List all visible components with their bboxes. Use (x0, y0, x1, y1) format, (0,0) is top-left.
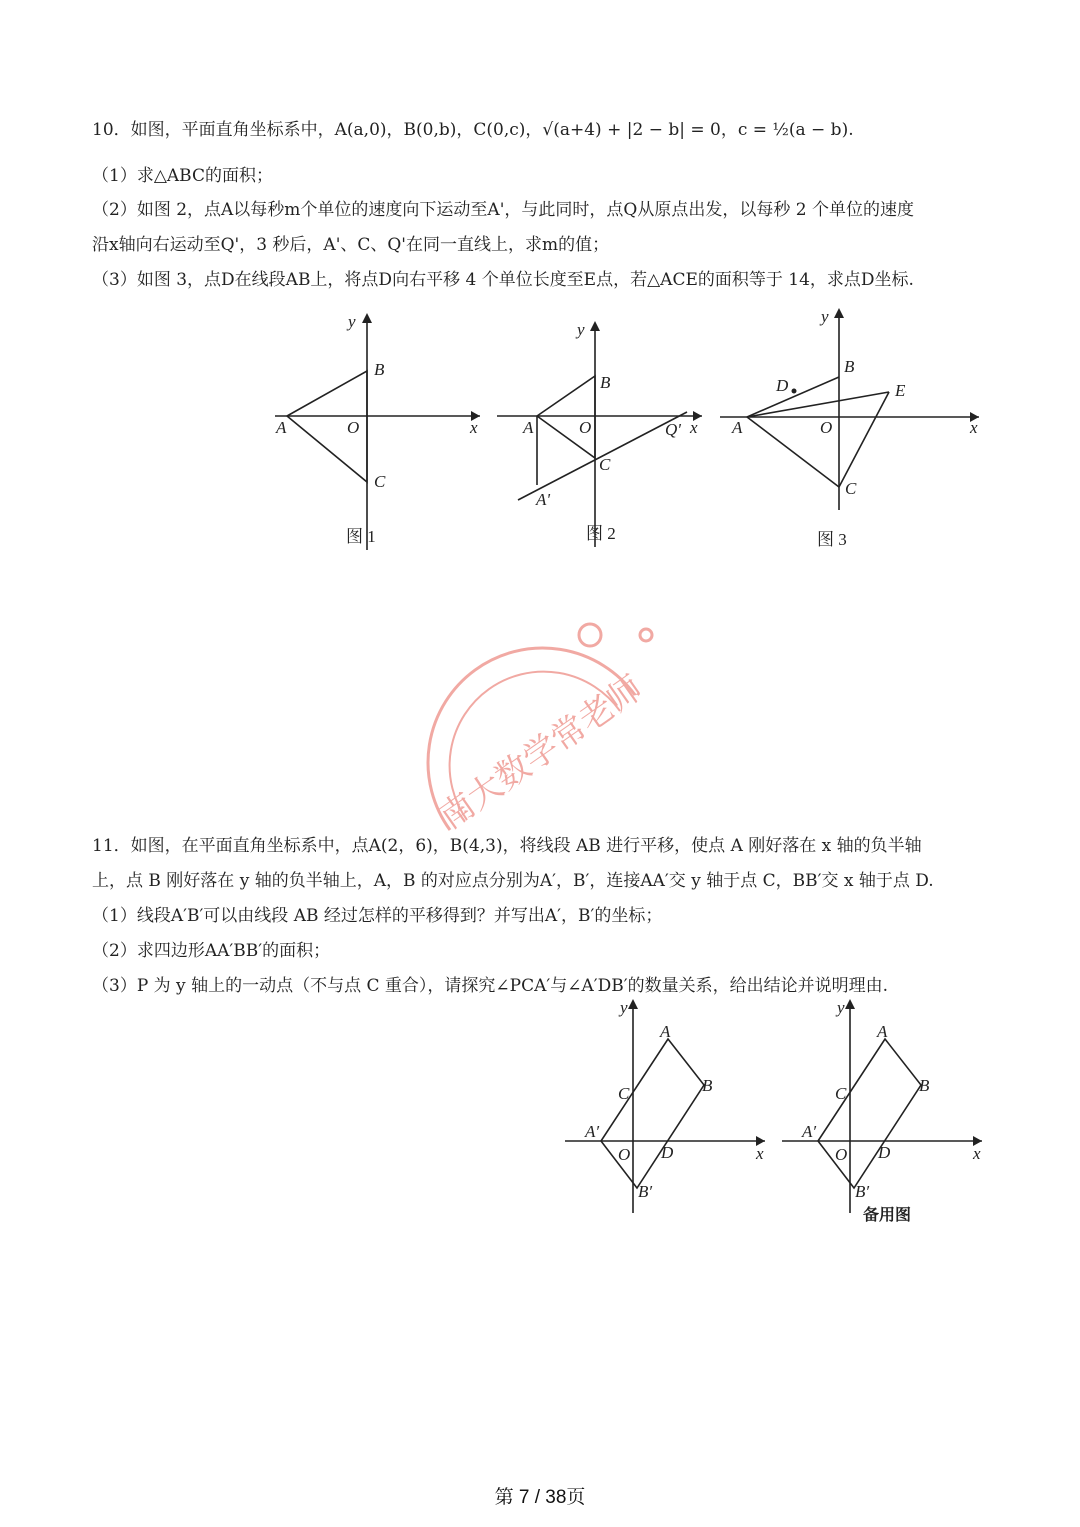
q10-part2-line2: 沿x轴向右运动至Q'，3 秒后，A'、C、Q'在同一直线上，求m的值； (92, 235, 610, 255)
svg-text:A: A (660, 1022, 671, 1041)
svg-text:B: B (374, 360, 385, 379)
svg-text:C: C (618, 1084, 630, 1103)
svg-text:x: x (756, 1144, 764, 1163)
svg-text:C: C (845, 479, 857, 498)
svg-text:D: D (878, 1143, 891, 1162)
svg-text:A: A (732, 418, 743, 437)
svg-text:y: y (577, 320, 585, 339)
q10-part2-line1: （2）如图 2，点A以每秒m个单位的速度向下运动至A'，与此同时，点Q从原点出发，以每秒 2 个单位的速度 (92, 200, 914, 220)
q11-stem-line2: 上，点 B 刚好落在 y 轴的负半轴上，A，B 的对应点分别为A′，B′，连接AA′交 y 轴于点 C，BB′交 x 轴于点 D. (92, 871, 934, 891)
svg-text:x: x (690, 418, 698, 437)
svg-text:A: A (523, 418, 534, 437)
svg-text:x: x (970, 418, 978, 437)
svg-text:x: x (973, 1144, 981, 1163)
figure-4 (560, 995, 775, 1220)
svg-text:A': A' (536, 490, 551, 509)
svg-text:x: x (470, 418, 478, 437)
q11-part3: （3）P 为 y 轴上的一动点（不与点 C 重合），请探究∠PCA′与∠A′DB′的数量关系，给出结论并说明理由. (92, 976, 888, 996)
figure-2-caption: 图 2 (586, 524, 616, 543)
figure-2 (492, 315, 712, 555)
q10-part3: （3）如图 3，点D在线段AB上，将点D向右平移 4 个单位长度至E点，若△ACE的面积等于 14，求点D坐标. (92, 270, 914, 290)
q11-part2: （2）求四边形AA′BB′的面积； (92, 941, 331, 961)
svg-text:y: y (821, 307, 829, 326)
svg-text:y: y (837, 998, 845, 1017)
svg-text:D: D (776, 376, 789, 395)
watermark-stamp (405, 615, 685, 855)
svg-text:O: O (347, 418, 360, 437)
svg-text:y: y (348, 312, 356, 331)
svg-text:A′: A′ (585, 1122, 600, 1141)
stamp-text: 南大数学常老师 (432, 668, 651, 838)
svg-text:B′: B′ (638, 1182, 653, 1201)
q10-part1: （1）求△ABC的面积； (92, 166, 273, 186)
svg-text:B: B (702, 1076, 713, 1095)
svg-text:B: B (600, 373, 611, 392)
svg-text:B′: B′ (855, 1182, 870, 1201)
svg-text:B: B (919, 1076, 930, 1095)
svg-text:y: y (620, 998, 628, 1017)
svg-text:C: C (835, 1084, 847, 1103)
svg-text:O: O (618, 1145, 631, 1164)
svg-text:C: C (374, 472, 386, 491)
figure-5-spare (777, 995, 992, 1227)
svg-text:O: O (835, 1145, 848, 1164)
svg-text:D: D (661, 1143, 674, 1162)
figure-1-caption: 图 1 (346, 527, 376, 546)
svg-text:A: A (276, 418, 287, 437)
svg-text:B: B (844, 357, 855, 376)
svg-text:C: C (599, 455, 611, 474)
svg-text:A: A (877, 1022, 888, 1041)
figure-3-caption: 图 3 (817, 530, 847, 549)
svg-text:O: O (579, 418, 592, 437)
svg-text:O: O (820, 418, 833, 437)
page-number: 第 7 / 38页 (494, 1487, 586, 1508)
svg-text:A′: A′ (802, 1122, 817, 1141)
figure-3 (717, 300, 987, 555)
q11-part1: （1）线段A′B′可以由线段 AB 经过怎样的平移得到？并写出A′，B′的坐标； (92, 906, 663, 926)
svg-text:E: E (895, 381, 906, 400)
figure-1 (270, 305, 490, 555)
svg-text:Q': Q' (665, 420, 681, 439)
q11-stem-line1: 11．如图，在平面直角坐标系中，点A(2，6)，B(4,3)，将线段 AB 进行平移，使点 A 刚好落在 x 轴的负半轴 (92, 836, 922, 856)
figure-5-caption: 备用图 (863, 1205, 912, 1224)
q10-stem: 10．如图，平面直角坐标系中，A(a,0)，B(0,b)，C(0,c)，√(a+4) + |2 − b| = 0，c = ½(a − b). (92, 120, 854, 140)
